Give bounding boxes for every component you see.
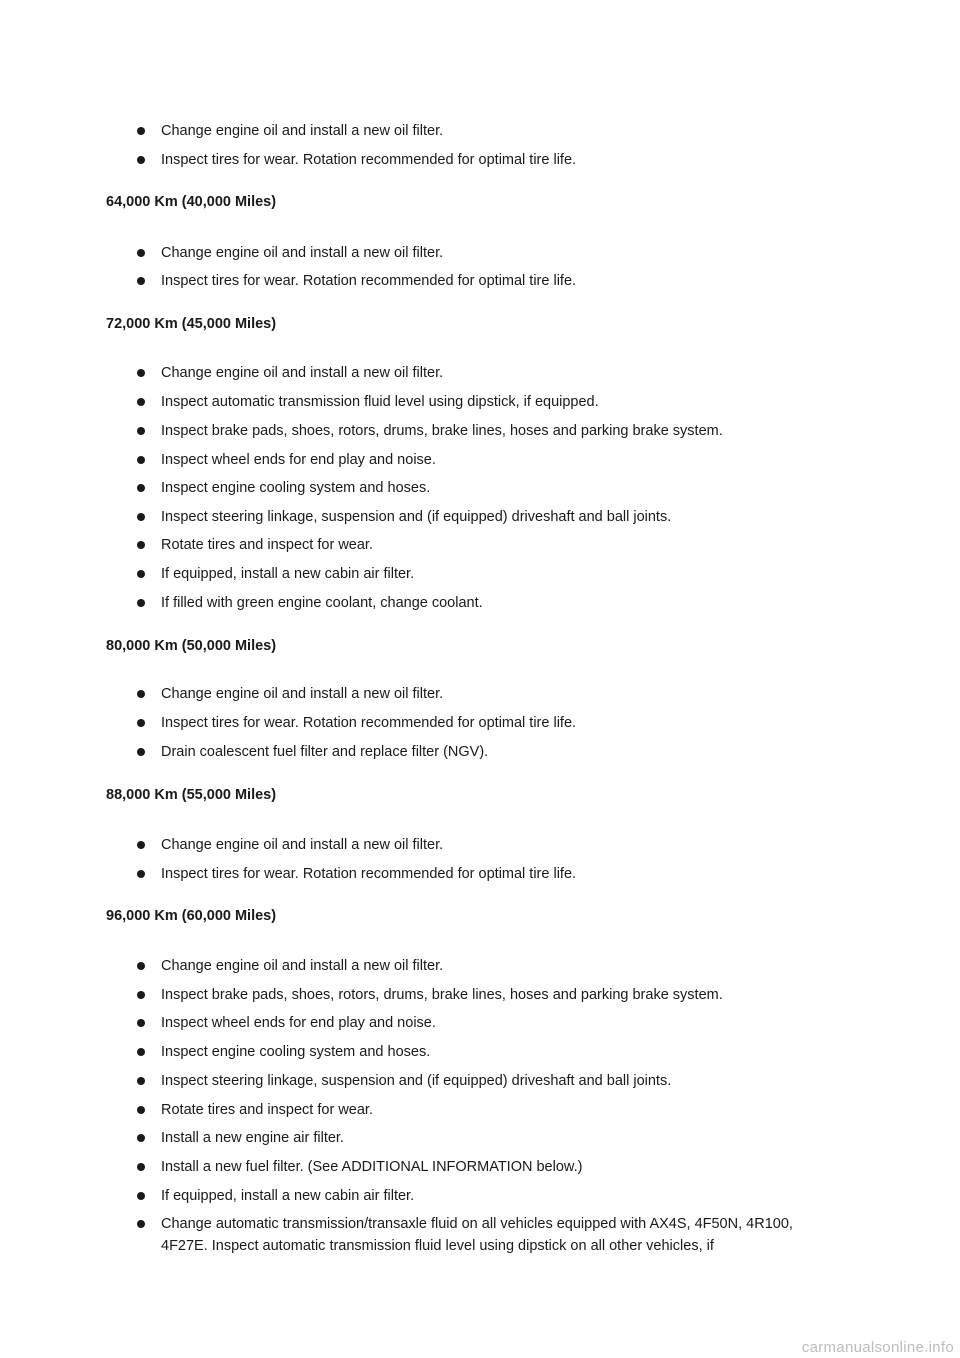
list-item: Inspect brake pads, shoes, rotors, drums, brake lines, hoses and parking brake system.: [137, 420, 827, 442]
bullet-icon: [137, 156, 145, 164]
bullet-icon: [137, 748, 145, 756]
bullet-icon: [137, 427, 145, 435]
bullet-icon: [137, 991, 145, 999]
section-heading: 88,000 Km (55,000 Miles): [106, 787, 277, 803]
list-item: Inspect wheel ends for end play and noise.: [137, 1012, 827, 1034]
list-item: Change engine oil and install a new oil filter.: [137, 955, 827, 977]
bullet-icon: [137, 1048, 145, 1056]
list-item: Change engine oil and install a new oil filter.: [137, 834, 827, 856]
list-item: Change engine oil and install a new oil filter.: [137, 120, 827, 142]
bullet-icon: [137, 1077, 145, 1085]
bullet-icon: [137, 870, 145, 878]
bullet-icon: [137, 249, 145, 257]
list-item: Inspect tires for wear. Rotation recommended for optimal tire life.: [137, 149, 827, 171]
bullet-icon: [137, 1134, 145, 1142]
bullet-icon: [137, 599, 145, 607]
bullet-icon: [137, 1220, 145, 1228]
list-item: Install a new engine air filter.: [137, 1127, 827, 1149]
list-item: Inspect wheel ends for end play and noise.: [137, 449, 827, 471]
list-item: Inspect tires for wear. Rotation recommended for optimal tire life.: [137, 712, 827, 734]
list-item: Inspect engine cooling system and hoses.: [137, 477, 827, 499]
bullet-icon: [137, 1163, 145, 1171]
bullet-icon: [137, 841, 145, 849]
bullet-icon: [137, 1019, 145, 1027]
list-item: Inspect brake pads, shoes, rotors, drums, brake lines, hoses and parking brake system.: [137, 984, 827, 1006]
section-heading: 64,000 Km (40,000 Miles): [106, 194, 277, 210]
list-item: Drain coalescent fuel filter and replace filter (NGV).: [137, 741, 827, 763]
list-item: Change engine oil and install a new oil filter.: [137, 683, 827, 705]
section-heading: 80,000 Km (50,000 Miles): [106, 638, 277, 654]
bullet-icon: [137, 690, 145, 698]
list-item: Inspect tires for wear. Rotation recommended for optimal tire life.: [137, 270, 827, 292]
list-item: Change engine oil and install a new oil filter.: [137, 242, 827, 264]
bullet-icon: [137, 570, 145, 578]
list-item: If equipped, install a new cabin air filter.: [137, 563, 827, 585]
list-item: Change automatic transmission/transaxle fluid on all vehicles equipped with AX4S, 4F50N, 4R100, 4F27E. Inspect automatic transmission fluid level using dipstick on all other vehicles, if: [137, 1213, 827, 1257]
list-item: If equipped, install a new cabin air filter.: [137, 1185, 827, 1207]
list-item: Inspect steering linkage, suspension and (if equipped) driveshaft and ball joints.: [137, 1070, 827, 1092]
section-heading: 96,000 Km (60,000 Miles): [106, 908, 277, 924]
bullet-icon: [137, 127, 145, 135]
bullet-icon: [137, 456, 145, 464]
bullet-icon: [137, 484, 145, 492]
list-item: Rotate tires and inspect for wear.: [137, 534, 827, 556]
bullet-icon: [137, 1106, 145, 1114]
section-heading: 72,000 Km (45,000 Miles): [106, 316, 277, 332]
list-item: Change engine oil and install a new oil filter.: [137, 362, 827, 384]
bullet-icon: [137, 962, 145, 970]
list-item: Install a new fuel filter. (See ADDITIONAL INFORMATION below.): [137, 1156, 827, 1178]
list-item: Inspect tires for wear. Rotation recommended for optimal tire life.: [137, 863, 827, 885]
list-item: If filled with green engine coolant, change coolant.: [137, 592, 827, 614]
list-item: Inspect steering linkage, suspension and (if equipped) driveshaft and ball joints.: [137, 506, 827, 528]
list-item: Rotate tires and inspect for wear.: [137, 1099, 827, 1121]
bullet-icon: [137, 719, 145, 727]
bullet-icon: [137, 369, 145, 377]
bullet-icon: [137, 513, 145, 521]
bullet-icon: [137, 398, 145, 406]
bullet-icon: [137, 1192, 145, 1200]
watermark: carmanualsonline.info: [801, 1339, 954, 1356]
bullet-icon: [137, 541, 145, 549]
list-item: Inspect engine cooling system and hoses.: [137, 1041, 827, 1063]
list-item: Inspect automatic transmission fluid level using dipstick, if equipped.: [137, 391, 827, 413]
bullet-icon: [137, 277, 145, 285]
